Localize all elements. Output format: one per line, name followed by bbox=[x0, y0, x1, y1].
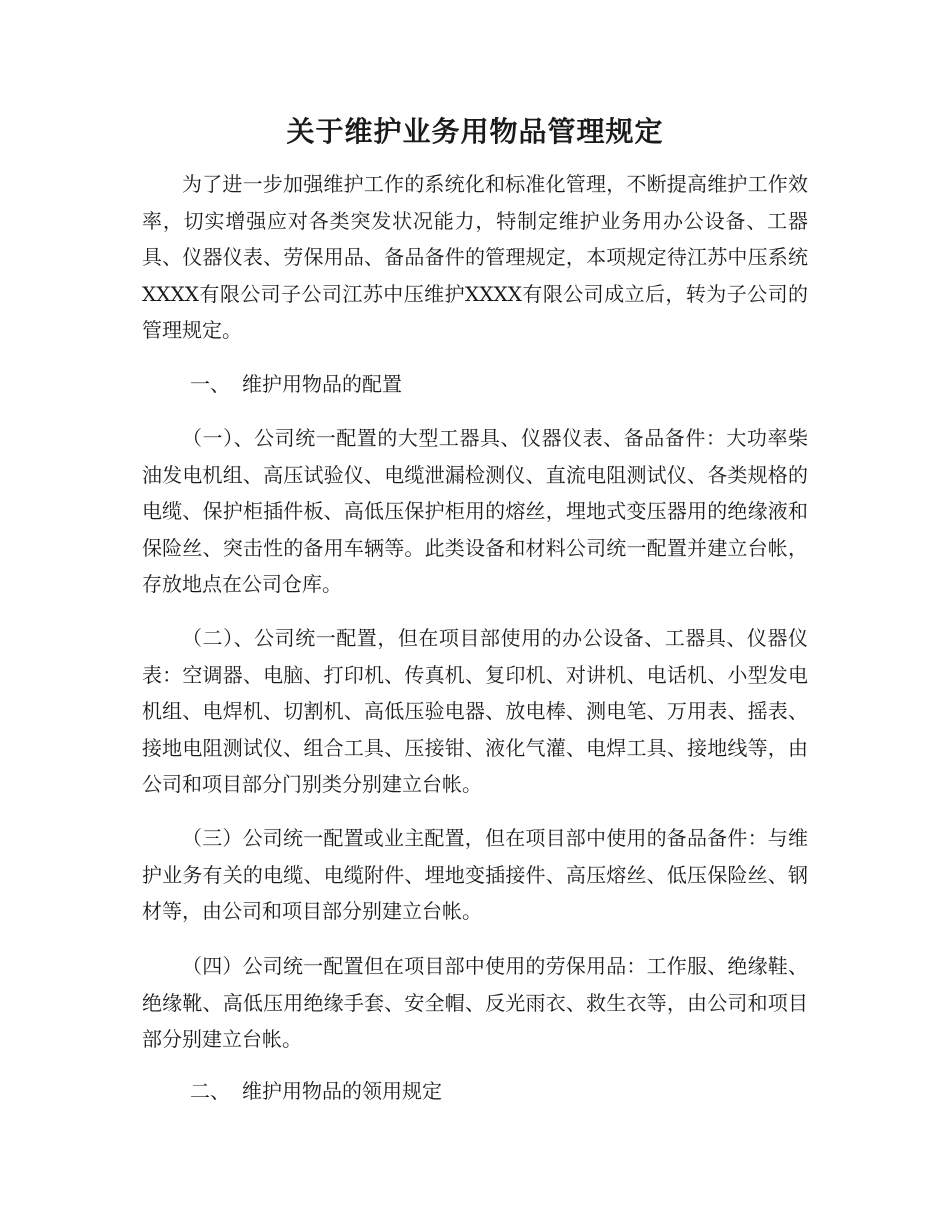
section-number: 一、 bbox=[190, 372, 230, 396]
item-paragraph-4: （四）公司统一配置但在项目部中使用的劳保用品：工作服、绝缘鞋、绝缘靴、高低压用绝缘手套、安全帽、反光雨衣、救生衣等，由公司和项目部分别建立台帐。 bbox=[142, 954, 808, 1051]
section-title: 维护用物品的领用规定 bbox=[242, 1079, 442, 1103]
section-heading-1 bbox=[190, 366, 402, 402]
section-heading-2 bbox=[190, 1073, 442, 1109]
intro-paragraph: 为了进一步加强维护工作的系统化和标准化管理，不断提高维护工作效率，切实增强应对各类突发状况能力，特制定维护业务用办公设备、工器具、仪器仪表、劳保用品、备品备件的管理规定，本项规定待江苏中压系统XXXX有限公司子公司江苏中压维护XXXX有限公司成立后，转为子公司的管理规定。 bbox=[142, 172, 808, 342]
item-paragraph-2: （二）、公司统一配置，但在项目部使用的办公设备、工器具、仪器仪表：空调器、电脑、打印机、传真机、复印机、对讲机、电话机、小型发电机组、电焊机、切割机、高低压验电器、放电棒、测电笔、万用表、摇表、接地电阻测试仪、组合工具、压接钳、液化气灌、电焊工具、接地线等，由公司和项目部分门别类分别建立台帐。 bbox=[142, 626, 808, 796]
document-title: 关于维护业务用物品管理规定 bbox=[286, 115, 664, 148]
item-paragraph-3: （三）公司统一配置或业主配置，但在项目部中使用的备品备件：与维护业务有关的电缆、电缆附件、埋地变插接件、高压熔丝、低压保险丝、钢材等，由公司和项目部分别建立台帐。 bbox=[142, 826, 808, 923]
section-number: 二、 bbox=[190, 1079, 230, 1103]
section-title: 维护用物品的配置 bbox=[242, 372, 402, 396]
item-paragraph-1: （一）、公司统一配置的大型工器具、仪器仪表、备品备件：大功率柴油发电机组、高压试验仪、电缆泄漏检测仪、直流电阻测试仪、各类规格的电缆、保护柜插件板、高低压保护柜用的熔丝，埋地式变压器用的绝缘液和保险丝、突击性的备用车辆等。此类设备和材料公司统一配置并建立台帐，存放地点在公司仓库。 bbox=[142, 426, 808, 596]
